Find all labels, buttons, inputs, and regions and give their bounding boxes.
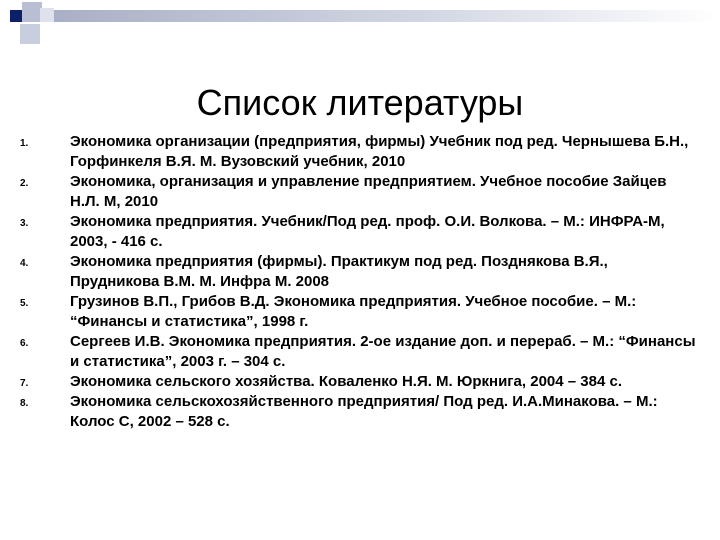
list-item [0, 292, 720, 332]
list-item-text: Экономика, организация и управление предприятием. Учебное пособие Зайцев Н.Л. М, 2010 [70, 173, 667, 210]
list-item [0, 372, 720, 392]
list-item [0, 132, 720, 172]
list-item-number: 6. [20, 338, 29, 349]
list-item-text: Экономика организации (предприятия, фирмы) Учебник под ред. Чернышева Б.Н., Горфинкеля В.Я. М. Вузовский учебник, 2010 [70, 133, 689, 170]
list-item-number: 1. [20, 138, 29, 149]
corner-square-accent [10, 10, 22, 22]
list-item [0, 392, 720, 432]
list-item [0, 332, 720, 372]
list-item-number: 5. [20, 298, 29, 309]
list-item [0, 252, 720, 292]
list-item-text: Экономика предприятия. Учебник/Под ред. проф. О.И. Волкова. – М.: ИНФРА-М, 2003, - 416 с. [70, 213, 665, 250]
list-item-text: Сергеев И.В. Экономика предприятия. 2-ое издание доп. и перераб. – М.: “Финансы и статистика”, 2003 г. – 304 с. [70, 333, 696, 370]
corner-square-decoration [20, 24, 40, 44]
list-item [0, 212, 720, 252]
list-item-text: Грузинов В.П., Грибов В.Д. Экономика предприятия. Учебное пособие. – М.: “Финансы и статистика”, 1998 г. [70, 293, 637, 330]
list-item-text: Экономика сельского хозяйства. Коваленко Н.Я. М. Юркнига, 2004 – 384 с. [70, 373, 622, 390]
corner-square-decoration [40, 8, 54, 22]
list-item [0, 172, 720, 212]
slide-title: Список литературы [196, 82, 524, 124]
list-item-number: 4. [20, 258, 29, 269]
reference-list [0, 132, 720, 432]
list-item-number: 8. [20, 398, 29, 409]
corner-square-decoration [22, 2, 42, 22]
header-gradient-bar [54, 10, 720, 22]
list-item-text: Экономика предприятия (фирмы). Практикум под ред. Позднякова В.Я., Прудникова В.М. М. Инфра М. 2008 [70, 253, 608, 290]
list-item-number: 3. [20, 218, 29, 229]
list-item-number: 2. [20, 178, 29, 189]
list-item-number: 7. [20, 378, 29, 389]
list-item-text: Экономика сельскохозяйственного предприятия/ Под ред. И.А.Минакова. – М.: Колос С, 2002 – 528 с. [70, 393, 658, 430]
